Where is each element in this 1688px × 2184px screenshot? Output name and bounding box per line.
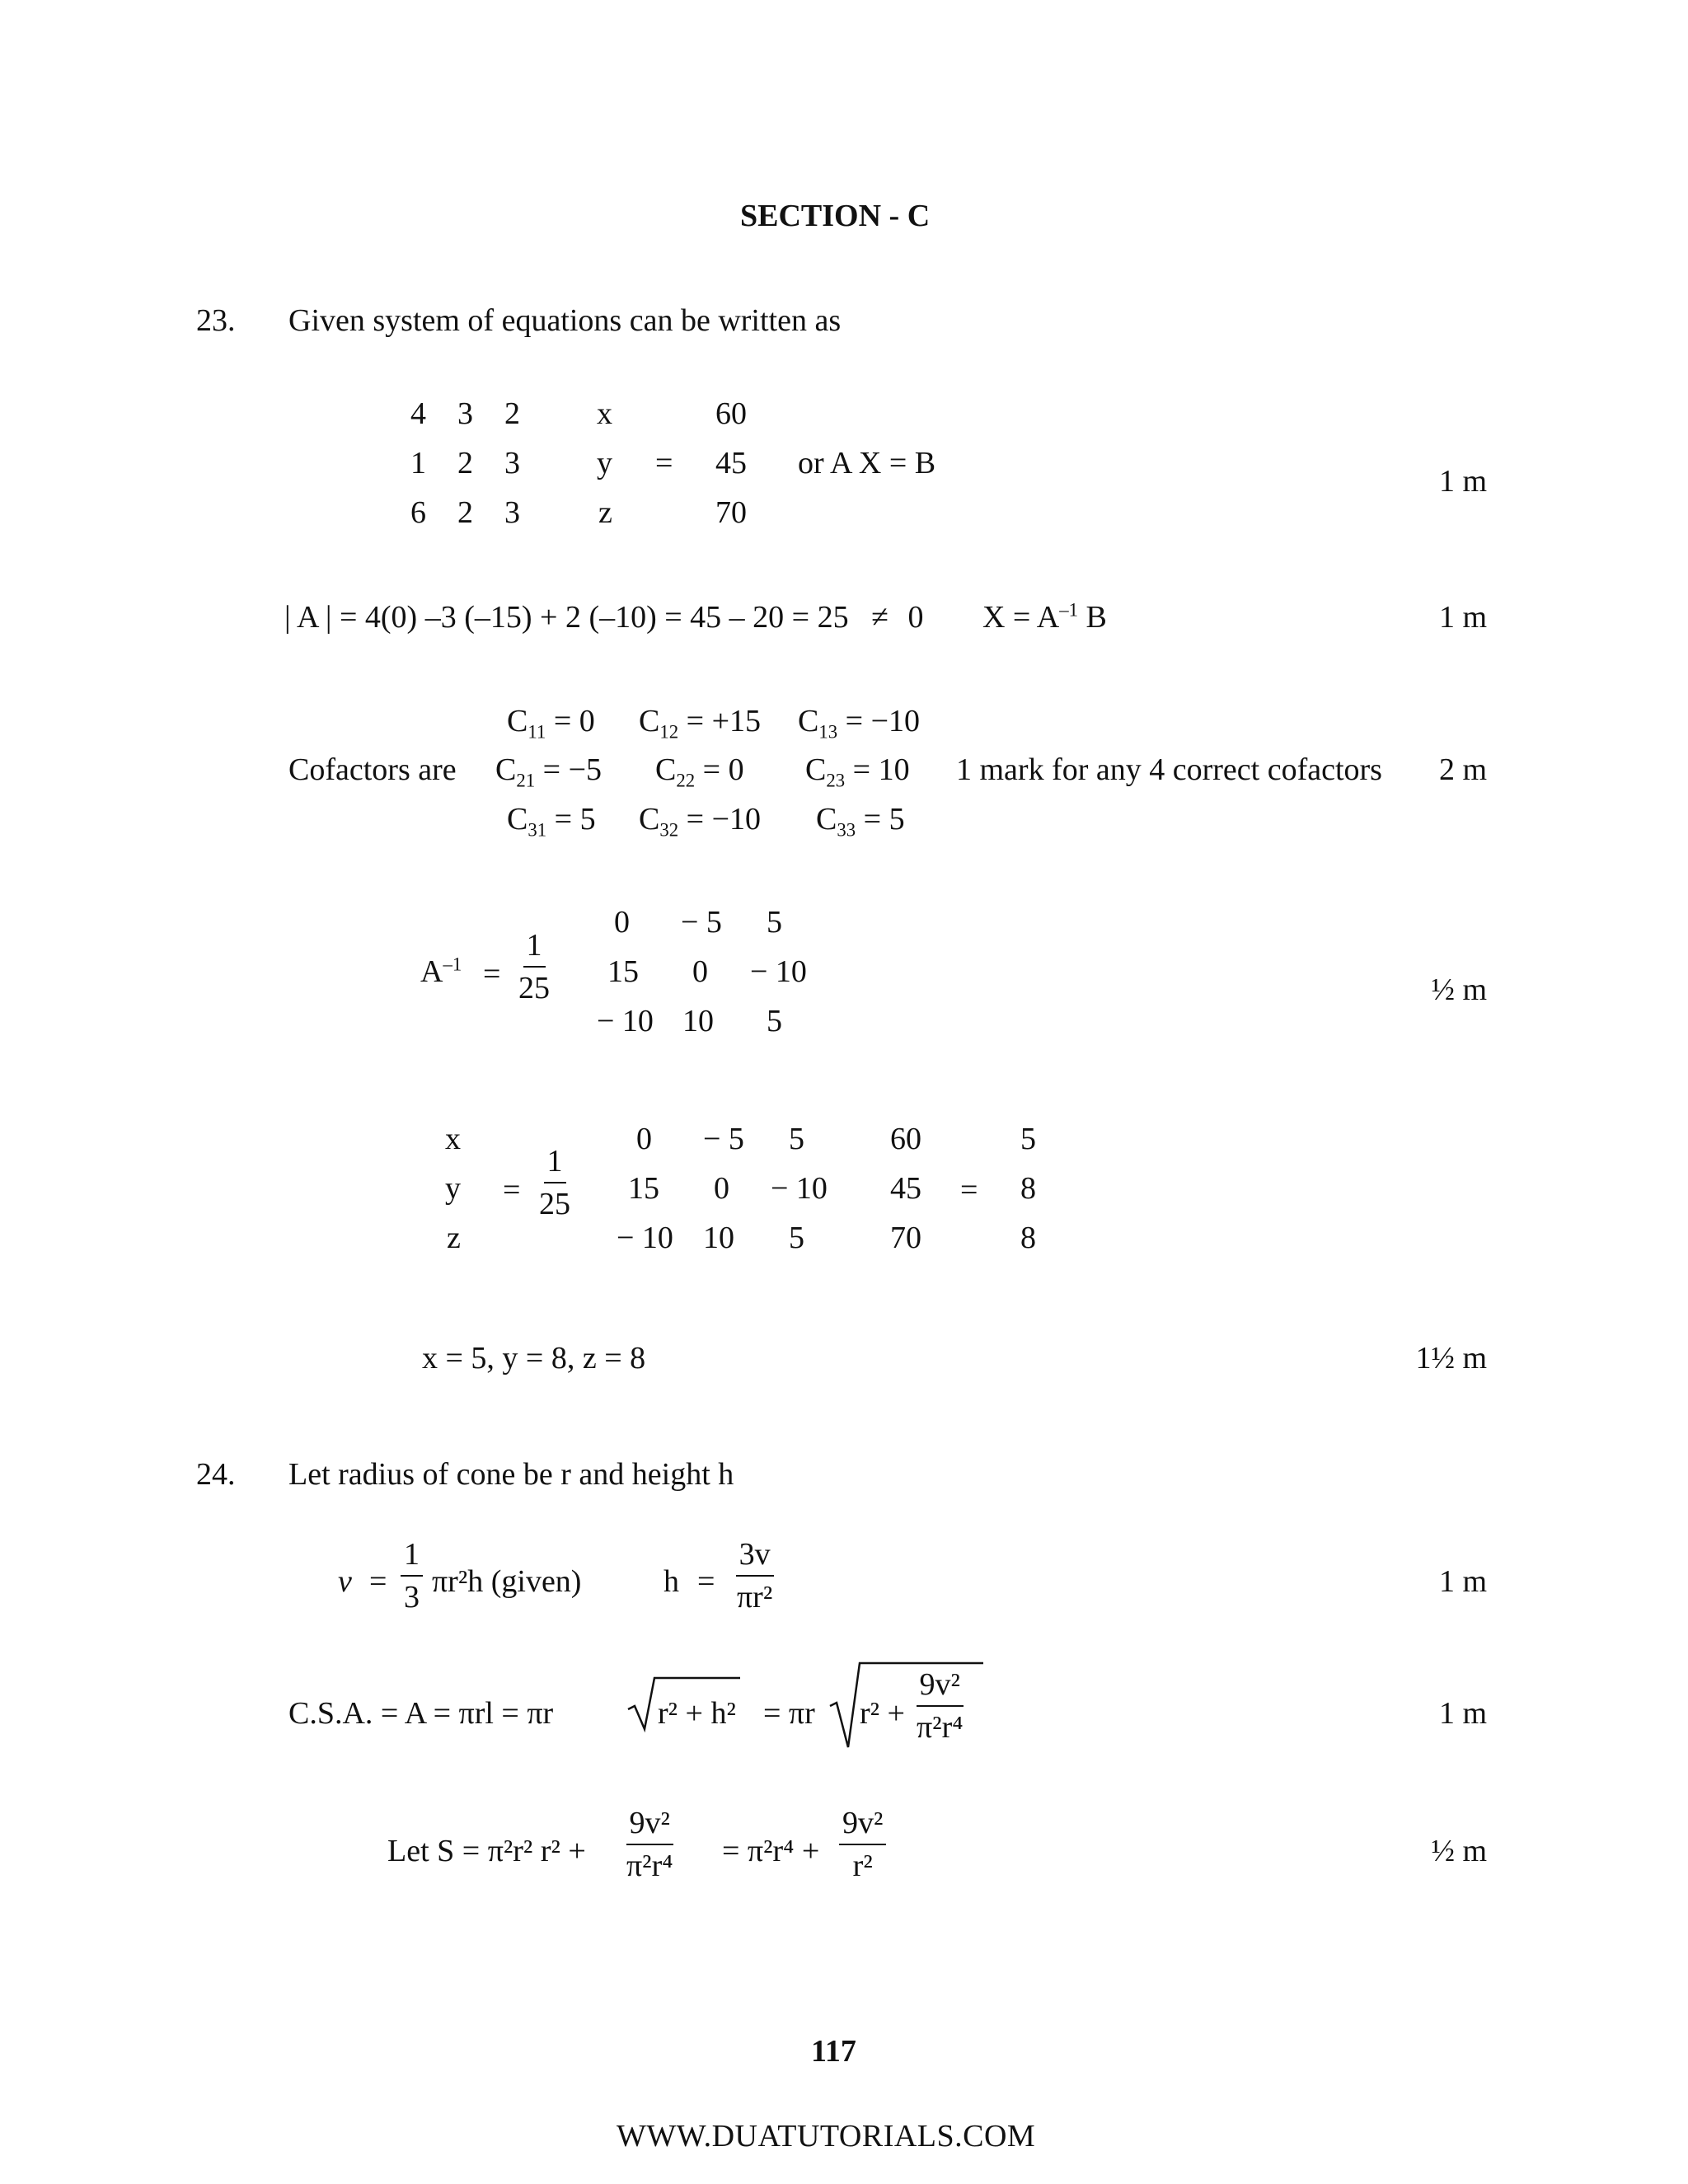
cofactor-value: = 0 [702, 752, 744, 787]
matrix-cell: 10 [703, 1221, 734, 1255]
fraction-denominator: 25 [518, 971, 550, 1005]
cofactor [639, 802, 762, 841]
not-equal-sign: ≠ [871, 600, 889, 635]
cofactor-sub: 11 [528, 721, 546, 743]
vector-cell: 8 [1020, 1221, 1036, 1255]
marks-label: ½ m [1431, 1834, 1487, 1868]
matrix-cell: 10 [682, 1004, 714, 1038]
csa-radicand-1: r² + h² [658, 1696, 736, 1731]
fraction-one-third [401, 1539, 423, 1613]
equals-sign: = [483, 957, 501, 991]
cofactor-base: C [639, 802, 660, 837]
fraction-denominator: π²r⁴ [917, 1710, 964, 1745]
a-label: A [420, 954, 443, 989]
vector-cell: z [598, 495, 612, 530]
cofactor-value: = 5 [554, 802, 596, 837]
fraction-numerator: 9v² [917, 1669, 964, 1707]
q24-intro: Let radius of cone be r and height h [288, 1457, 734, 1492]
matrix-cell: 0 [714, 1171, 729, 1206]
marks-label: 1 m [1438, 1564, 1487, 1599]
cofactor-base: C [798, 704, 819, 738]
final-answer: x = 5, y = 8, z = 8 [422, 1341, 646, 1376]
inverse-superscript: –1 [1059, 599, 1078, 621]
vector-cell: x [445, 1122, 461, 1156]
cofactor-value: = −5 [542, 752, 603, 787]
fraction-denominator: r² [852, 1849, 873, 1883]
matrix-cell: 0 [636, 1122, 652, 1156]
cofactor-sub: 33 [837, 819, 856, 841]
fraction-numerator: 1 [523, 930, 546, 968]
marks-label: 1 m [1438, 600, 1487, 635]
question-number-23: 23. [196, 303, 236, 338]
vector-cell: 45 [890, 1171, 921, 1206]
cofactor [507, 802, 596, 841]
matrix-cell: 0 [614, 905, 630, 940]
cofactor [805, 752, 910, 791]
fraction-numerator: 9v² [626, 1807, 673, 1845]
determinant-expression: | A | = 4(0) –3 (–15) + 2 (–10) = 45 – 20 = 25 [284, 600, 849, 635]
matrix-cell: 6 [410, 495, 426, 530]
cofactor [816, 802, 905, 841]
matrix-cell: − 10 [617, 1221, 673, 1255]
csa-radicand-2: r² + [860, 1696, 905, 1731]
fraction-one-over-25 [515, 930, 553, 1004]
csa-fraction [913, 1669, 966, 1743]
vector-cell: x [597, 396, 612, 431]
vector-cell: 70 [890, 1221, 921, 1255]
matrix-cell: 3 [457, 396, 473, 431]
cofactor-note: 1 mark for any 4 correct cofactors [956, 752, 1382, 787]
vector-cell: 45 [715, 446, 747, 480]
matrix-cell: 4 [410, 396, 426, 431]
cofactor-base: C [655, 752, 677, 787]
cofactor-base: C [639, 704, 660, 738]
matrix-cell: 15 [607, 954, 639, 989]
cofactor-sub: 13 [818, 721, 838, 743]
marks-label: 1½ m [1415, 1341, 1487, 1376]
vector-cell: y [445, 1171, 461, 1206]
volume-var: v [338, 1564, 352, 1599]
equals-sign: = [960, 1173, 978, 1207]
cofactor-value: = −10 [686, 802, 762, 837]
cofactor-label: Cofactors are [288, 752, 457, 787]
matrix-cell: 5 [767, 905, 782, 940]
matrix-cell: − 10 [771, 1171, 828, 1206]
equals-sign: = [655, 446, 673, 480]
cofactor-base: C [816, 802, 837, 837]
matrix-cell: 2 [457, 446, 473, 480]
fraction-numerator: 3v [736, 1539, 774, 1577]
cofactor-value: = 10 [852, 752, 910, 787]
csa-mid: = πr [763, 1696, 815, 1731]
fraction-one-over-25 [536, 1146, 574, 1220]
marks-label: 1 m [1438, 1696, 1487, 1731]
x-equals-a-inverse [982, 600, 1107, 635]
s-fraction-2 [839, 1807, 886, 1882]
cofactor-sub: 22 [676, 770, 696, 791]
vector-cell: y [597, 446, 612, 480]
vector-cell: 60 [890, 1122, 921, 1156]
matrix-cell: − 5 [703, 1122, 744, 1156]
cofactor-value: = 5 [863, 802, 905, 837]
matrix-cell: 3 [504, 495, 520, 530]
cofactor [639, 704, 762, 743]
matrix-cell: 0 [692, 954, 708, 989]
cofactor [507, 704, 595, 743]
cofactor-value: = 0 [553, 704, 595, 738]
matrix-cell: − 10 [597, 1004, 654, 1038]
matrix-cell: 5 [789, 1122, 804, 1156]
s-fraction-1 [623, 1807, 676, 1882]
marks-label: 1 m [1438, 464, 1487, 499]
matrix-cell: − 10 [750, 954, 807, 989]
determinant-line [284, 599, 1107, 635]
cofactor-sub: 31 [528, 819, 547, 841]
cofactor-base: C [507, 802, 528, 837]
vector-cell: z [447, 1221, 461, 1255]
matrix-cell: − 5 [681, 905, 722, 940]
matrix-equation-label: or A X = B [798, 446, 936, 480]
fraction-denominator: 25 [539, 1187, 570, 1221]
height-var: h [663, 1564, 679, 1599]
cofactor-sub: 21 [516, 770, 536, 791]
zero: 0 [907, 600, 924, 635]
vector-cell: 60 [715, 396, 747, 431]
footer-url: WWW.DUATUTORIALS.COM [617, 2119, 1036, 2154]
matrix-cell: 1 [410, 446, 426, 480]
cofactor [655, 752, 744, 791]
marks-label: ½ m [1431, 972, 1487, 1007]
equals-sign: = [697, 1564, 715, 1599]
fraction-numerator: 1 [401, 1539, 423, 1577]
cofactor-value: = −10 [845, 704, 921, 738]
equals-sign: = [369, 1564, 387, 1599]
fraction-denominator: π²r⁴ [626, 1849, 673, 1883]
equals-sign: = [503, 1173, 521, 1207]
cofactor [495, 752, 603, 791]
a-inverse-label [420, 956, 462, 987]
vector-cell: 8 [1020, 1171, 1036, 1206]
cofactor-base: C [495, 752, 517, 787]
q23-intro: Given system of equations can be written as [288, 303, 842, 338]
csa-lhs: C.S.A. = A = πrl = πr [288, 1696, 554, 1731]
fraction-denominator: πr² [737, 1580, 773, 1615]
question-number-24: 24. [196, 1457, 236, 1492]
matrix-cell: 2 [504, 396, 520, 431]
marks-label: 2 m [1438, 752, 1487, 787]
page-number: 117 [811, 2034, 856, 2069]
s-lhs: Let S = π²r² r² + [387, 1834, 586, 1868]
section-title: SECTION - C [740, 199, 931, 233]
inverse-superscript: –1 [443, 954, 462, 975]
matrix-cell: 3 [504, 446, 520, 480]
x-eq-label: X = A [982, 600, 1060, 635]
fraction-denominator: 3 [404, 1580, 420, 1615]
cofactor-base: C [805, 752, 827, 787]
cofactor-base: C [507, 704, 528, 738]
cofactor-sub: 12 [659, 721, 679, 743]
matrix-cell: 2 [457, 495, 473, 530]
matrix-cell: 5 [789, 1221, 804, 1255]
height-fraction [734, 1539, 776, 1613]
cofactor [798, 704, 921, 743]
matrix-cell: 5 [767, 1004, 782, 1038]
s-mid: = π²r⁴ + [722, 1834, 820, 1868]
matrix-cell: 15 [628, 1171, 659, 1206]
cofactor-value: = +15 [686, 704, 762, 738]
fraction-numerator: 1 [544, 1146, 566, 1183]
fraction-numerator: 9v² [839, 1807, 886, 1845]
b-label: B [1085, 600, 1107, 635]
cofactor-sub: 32 [659, 819, 679, 841]
vector-cell: 70 [715, 495, 747, 530]
vector-cell: 5 [1020, 1122, 1036, 1156]
volume-formula: πr²h (given) [432, 1564, 582, 1599]
cofactor-sub: 23 [826, 770, 846, 791]
